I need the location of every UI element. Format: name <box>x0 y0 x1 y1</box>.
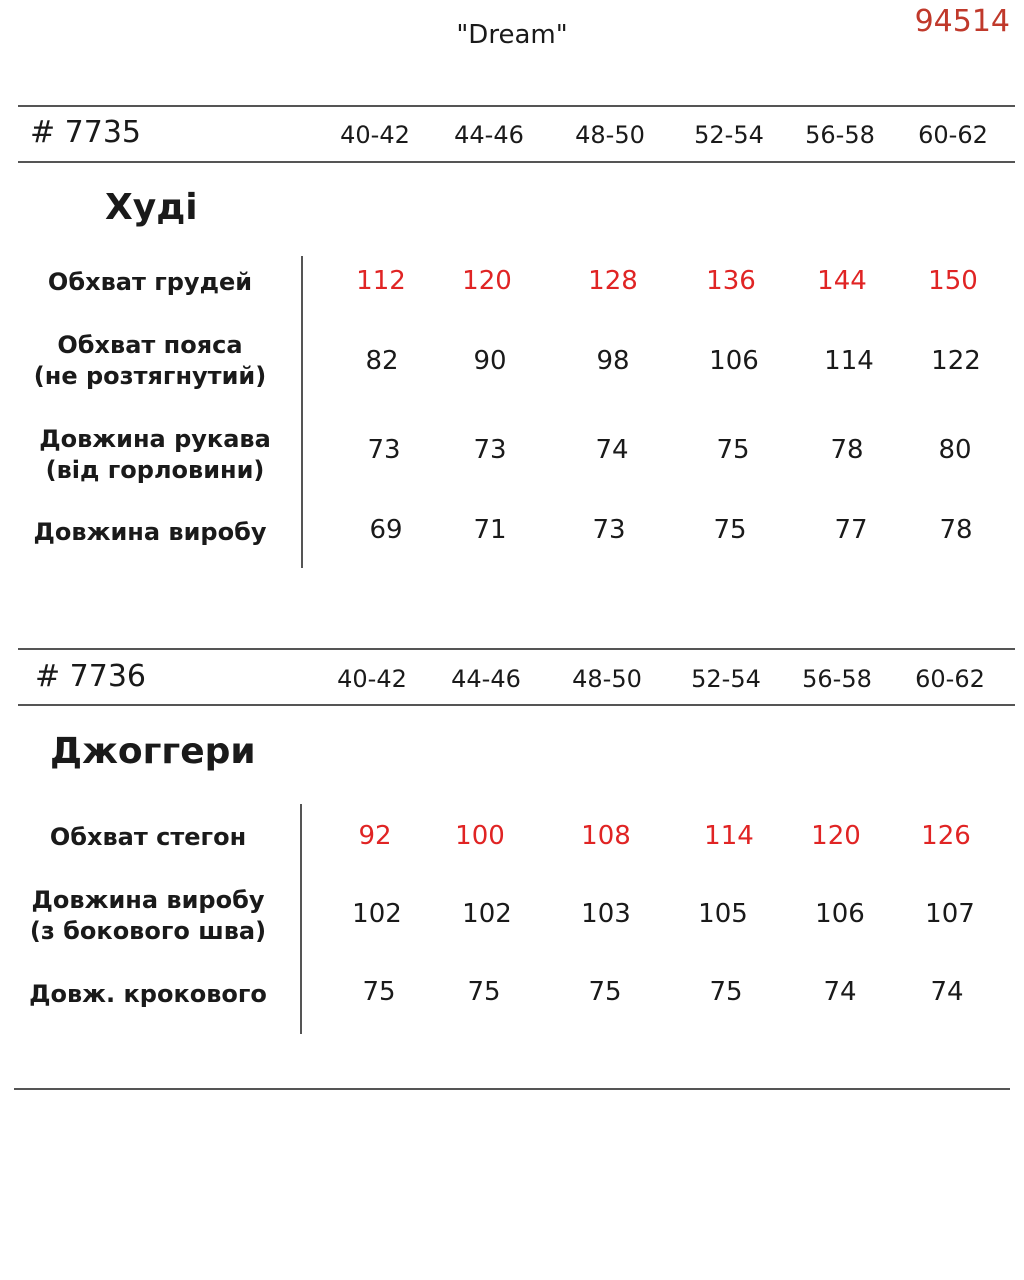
measurement-value: 73 <box>473 435 507 465</box>
article-number: # 7735 <box>30 115 142 150</box>
measurement-value: 100 <box>455 821 505 851</box>
size-header: 48-50 <box>575 121 645 149</box>
measurement-value: 74 <box>595 435 629 465</box>
row-label: Довж. крокового <box>29 980 267 1008</box>
row-label: Обхват пояса (не розтягнутий) <box>33 331 267 390</box>
size-header: 60-62 <box>918 121 988 149</box>
measurement-value: 126 <box>921 821 971 851</box>
measurement-value: 114 <box>704 821 754 851</box>
measurement-value: 103 <box>581 899 631 929</box>
measurement-value: 128 <box>588 266 638 296</box>
row-label: Обхват грудей <box>47 268 253 296</box>
measurement-value: 122 <box>931 346 981 376</box>
measurement-value: 78 <box>830 435 864 465</box>
size-header: 44-46 <box>454 121 524 149</box>
chart-title: "Dream" <box>456 20 568 50</box>
label-divider <box>300 804 302 1034</box>
measurement-value: 120 <box>462 266 512 296</box>
measurement-value: 78 <box>939 515 973 545</box>
measurement-value: 107 <box>925 899 975 929</box>
label-divider <box>301 256 303 568</box>
section-title: Худі <box>105 187 198 228</box>
size-header: 60-62 <box>915 665 985 693</box>
product-code: 94514 <box>914 4 1010 39</box>
measurement-value: 73 <box>592 515 626 545</box>
section-title: Джоггери <box>50 731 256 772</box>
measurement-value: 136 <box>706 266 756 296</box>
measurement-value: 75 <box>716 435 750 465</box>
row-label: Довжина виробу (з бокового шва) <box>29 886 267 945</box>
measurement-value: 98 <box>596 346 630 376</box>
size-header: 40-42 <box>337 665 407 693</box>
size-header: 56-58 <box>802 665 872 693</box>
row-label: Довжина рукава (від горловини) <box>39 425 271 484</box>
measurement-value: 74 <box>930 977 964 1007</box>
measurement-value: 112 <box>356 266 406 296</box>
measurement-value: 150 <box>928 266 978 296</box>
table1-top-rule <box>18 105 1015 107</box>
measurement-value: 102 <box>462 899 512 929</box>
measurement-value: 75 <box>709 977 743 1007</box>
measurement-value: 108 <box>581 821 631 851</box>
size-header: 48-50 <box>572 665 642 693</box>
row-label: Довжина виробу <box>33 518 267 546</box>
measurement-value: 92 <box>358 821 392 851</box>
size-header: 56-58 <box>805 121 875 149</box>
measurement-value: 114 <box>824 346 874 376</box>
measurement-value: 82 <box>365 346 399 376</box>
size-header: 40-42 <box>340 121 410 149</box>
size-header: 52-54 <box>691 665 761 693</box>
measurement-value: 102 <box>352 899 402 929</box>
bottom-rule <box>14 1088 1010 1090</box>
measurement-value: 105 <box>698 899 748 929</box>
table2-top-rule <box>18 648 1015 650</box>
measurement-value: 74 <box>823 977 857 1007</box>
table2-header-rule <box>18 704 1015 706</box>
measurement-value: 77 <box>834 515 868 545</box>
measurement-value: 144 <box>817 266 867 296</box>
measurement-value: 90 <box>473 346 507 376</box>
measurement-value: 75 <box>362 977 396 1007</box>
measurement-value: 73 <box>367 435 401 465</box>
measurement-value: 80 <box>938 435 972 465</box>
measurement-value: 75 <box>713 515 747 545</box>
measurement-value: 69 <box>369 515 403 545</box>
measurement-value: 106 <box>815 899 865 929</box>
article-number: # 7736 <box>35 659 147 694</box>
measurement-value: 75 <box>467 977 501 1007</box>
size-header: 44-46 <box>451 665 521 693</box>
measurement-value: 71 <box>473 515 507 545</box>
row-label: Обхват стегон <box>49 823 247 851</box>
measurement-value: 75 <box>588 977 622 1007</box>
size-header: 52-54 <box>694 121 764 149</box>
measurement-value: 120 <box>811 821 861 851</box>
measurement-value: 106 <box>709 346 759 376</box>
table1-header-rule <box>18 161 1015 163</box>
